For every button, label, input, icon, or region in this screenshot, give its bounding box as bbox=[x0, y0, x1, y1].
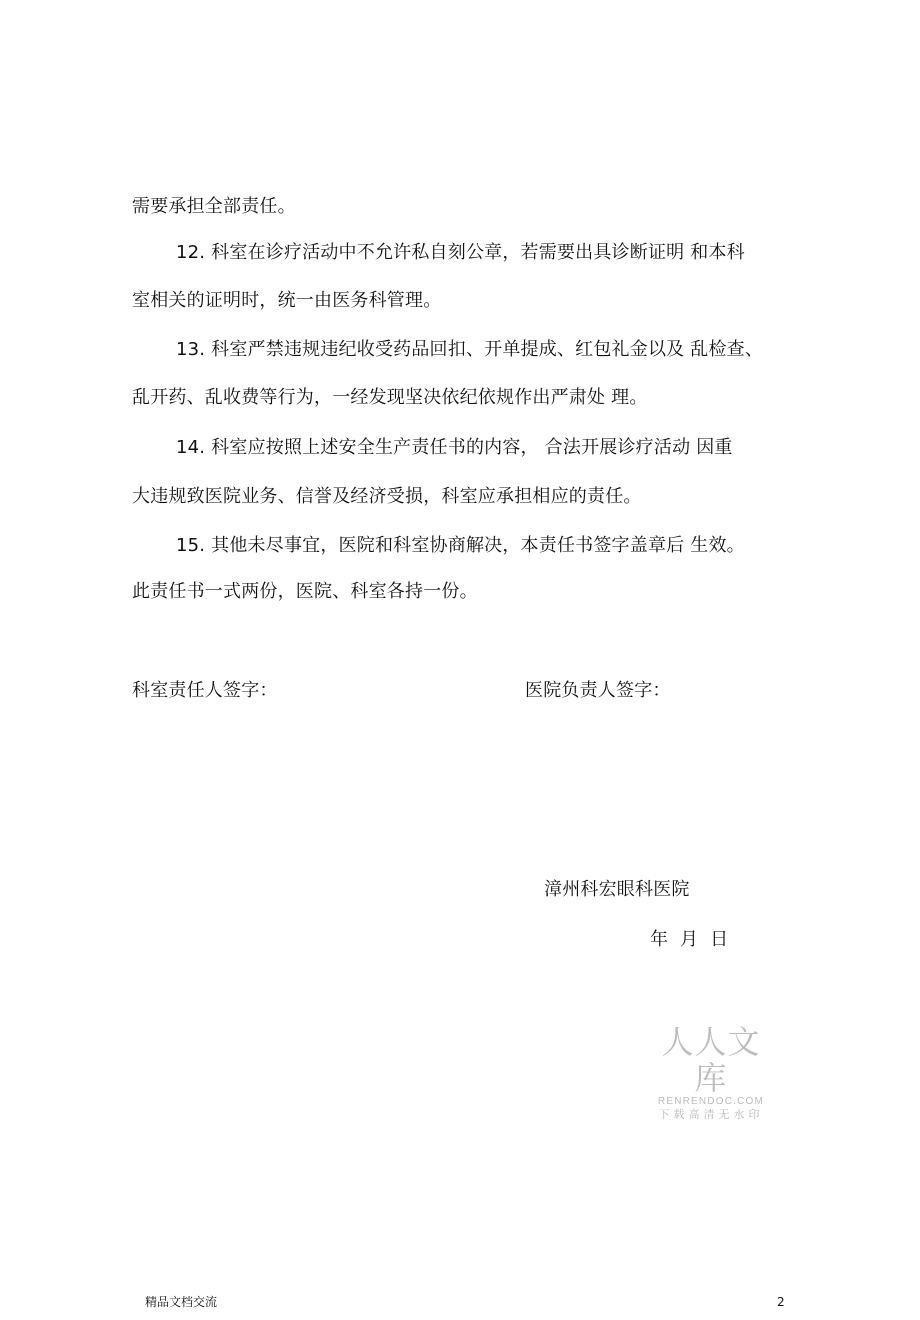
clause-12-line-1: 12. 科室在诊疗活动中不允许私自刻公章，若需要出具诊断证明 和本科 bbox=[176, 242, 745, 263]
clause-13-line-2: 乱开药、乱收费等行为，一经发现坚决依纪依规作出严肃处 理。 bbox=[132, 387, 648, 408]
footer-left-text: 精品文档交流 bbox=[145, 1295, 218, 1309]
body-line-1: 需要承担全部责任。 bbox=[132, 196, 296, 217]
clause-15-line-1: 15. 其他未尽事宜，医院和科室协商解决，本责任书签字盖章后 生效。 bbox=[176, 535, 745, 556]
clause-15-line-2: 此责任书一式两份，医院、科室各持一份。 bbox=[132, 581, 478, 602]
date-line: 年 月 日 bbox=[650, 929, 729, 950]
watermark bbox=[646, 1024, 776, 1122]
organization-name: 漳州科宏眼科医院 bbox=[544, 879, 690, 900]
watermark-url: RENRENDOC.COM bbox=[657, 1096, 765, 1107]
clause-14-line-2: 大违规致医院业务、信誉及经济受损，科室应承担相应的责任。 bbox=[132, 486, 642, 507]
clause-14-line-1: 14. 科室应按照上述安全生产责任书的内容， 合法开展诊疗活动 因重 bbox=[176, 437, 733, 458]
watermark-title: 人人文库 bbox=[661, 1023, 761, 1097]
page-number: 2 bbox=[777, 1295, 785, 1309]
department-signature-label: 科室责任人签字： bbox=[132, 680, 278, 701]
watermark-subtitle: 下载高清无水印 bbox=[658, 1108, 764, 1121]
clause-12-line-2: 室相关的证明时，统一由医务科管理。 bbox=[132, 290, 442, 311]
clause-13-line-1: 13. 科室严禁违规违纪收受药品回扣、开单提成、红包礼金以及 乱检查、 bbox=[176, 339, 764, 360]
hospital-signature-label: 医院负责人签字： bbox=[525, 680, 671, 701]
